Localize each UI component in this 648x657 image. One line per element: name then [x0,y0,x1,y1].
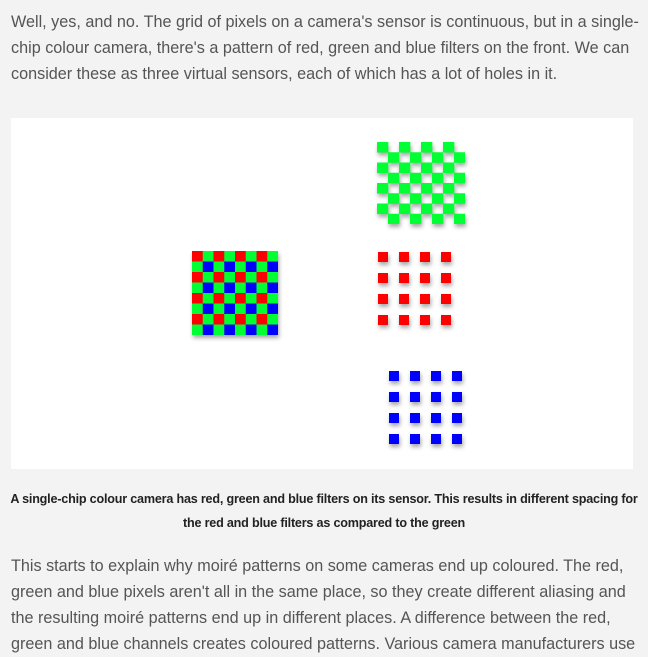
bayer-mosaic [192,251,278,335]
red-filter-cell [192,272,203,283]
green-filter-cell [454,193,465,204]
red-filter-cell [214,293,225,304]
green-filter-cell [214,283,225,294]
blue-filter-cell [452,413,462,423]
green-filter-cell [454,173,465,184]
intro-paragraph: Well, yes, and no. The grid of pixels on a camera's sensor is continuous, but in a single-chip colour camera, there's a pattern of red, green and blue filters on the front. We can consider these as three virtual sensors, each of which has a lot of holes in it. [11,13,639,83]
blue-filter-cell [389,392,399,402]
green-filter-cell [432,193,443,204]
blue-filter-grid [389,371,465,445]
green-filter-cell [377,142,388,153]
blue-filter-cell [224,304,235,315]
figure-caption [0,487,648,535]
green-filter-cell [399,204,410,215]
green-filter-cell [246,314,257,325]
red-filter-cell [420,294,430,304]
red-filter-cell [257,272,268,283]
green-filter-cell [224,293,235,304]
blue-filter-cell [431,392,441,402]
blue-filter-cell [452,434,462,444]
red-filter-cell [257,314,268,325]
blue-filter-cell [431,371,441,381]
red-dot-array [378,252,454,326]
green-filter-cell [257,304,268,315]
green-filter-cell [214,325,225,336]
green-filter-cell [377,204,388,215]
blue-filter-cell [203,262,214,273]
blue-filter-cell [224,262,235,273]
green-filter-cell [443,204,454,215]
green-filter-cell [267,272,278,283]
red-filter-cell [441,294,451,304]
red-filter-cell [420,273,430,283]
blue-filter-cell [246,325,257,336]
green-filter-cell [432,173,443,184]
blue-filter-cell [246,304,257,315]
red-filter-cell [214,272,225,283]
green-filter-cell [421,204,432,215]
green-filter-cell [235,262,246,273]
green-filter-cell [388,193,399,204]
blue-filter-cell [410,413,420,423]
red-filter-cell [192,314,203,325]
blue-filter-cell [389,371,399,381]
red-filter-cell [235,293,246,304]
red-filter-cell [214,314,225,325]
blue-filter-cell [246,283,257,294]
green-filter-cell [235,283,246,294]
blue-filter-cell [203,304,214,315]
red-filter-cell [192,251,203,262]
blue-filter-cell [389,413,399,423]
blue-filter-cell [452,371,462,381]
combined-bayer-grid [192,251,278,335]
green-filter-cell [257,262,268,273]
red-filter-cell [378,315,388,325]
green-filter-cell [214,262,225,273]
red-filter-cell [399,294,409,304]
green-filter-cell [421,163,432,174]
green-filter-cell [246,272,257,283]
green-filter-cell [246,293,257,304]
green-filter-cell [454,214,465,224]
caption-line-1: A single-chip colour camera has red, green and blue filters on its sensor. This results in different spacing for [10,492,638,506]
blue-filter-cell [267,304,278,315]
green-filter-cell [192,304,203,315]
green-filter-cell [399,142,410,153]
blue-filter-cell [389,434,399,444]
red-filter-cell [235,251,246,262]
green-filter-cell [432,214,443,224]
green-filter-cell [443,142,454,153]
blue-filter-cell [246,262,257,273]
blue-filter-cell [267,325,278,336]
red-filter-cell [378,252,388,262]
green-filter-cell [192,283,203,294]
blue-filter-cell [203,325,214,336]
green-filter-cell [224,272,235,283]
green-filter-cell [203,293,214,304]
green-filter-grid [377,142,465,224]
blue-filter-cell [431,413,441,423]
blue-filter-cell [410,434,420,444]
green-filter-cell [257,283,268,294]
red-filter-cell [441,252,451,262]
green-filter-cell [192,325,203,336]
green-filter-cell [267,314,278,325]
red-filter-cell [441,273,451,283]
green-filter-cell [203,272,214,283]
green-filter-cell [388,214,399,224]
blue-filter-cell [224,283,235,294]
green-filter-cell [388,152,399,163]
green-filter-cell [235,304,246,315]
red-filter-cell [420,315,430,325]
red-filter-cell [399,273,409,283]
green-filter-cell [267,293,278,304]
green-filter-cell [377,183,388,194]
green-filter-cell [246,251,257,262]
red-filter-cell [378,273,388,283]
green-checkerboard [377,142,465,224]
blue-filter-cell [431,434,441,444]
green-filter-cell [421,142,432,153]
bayer-filter-figure [11,118,633,469]
green-filter-cell [432,152,443,163]
green-filter-cell [410,152,421,163]
green-filter-cell [192,262,203,273]
blue-filter-cell [410,371,420,381]
blue-filter-cell [452,392,462,402]
green-filter-cell [399,163,410,174]
caption-line-2: the red and blue filters as compared to the green [182,516,466,530]
red-filter-cell [235,272,246,283]
green-filter-cell [214,304,225,315]
red-filter-cell [257,293,268,304]
green-filter-cell [267,251,278,262]
red-filter-cell [378,294,388,304]
blue-dot-array [389,371,465,445]
green-filter-cell [410,214,421,224]
green-filter-cell [235,325,246,336]
green-filter-cell [421,183,432,194]
blue-filter-cell [267,283,278,294]
red-filter-cell [399,315,409,325]
red-filter-cell [192,293,203,304]
green-filter-cell [410,173,421,184]
red-filter-cell [441,315,451,325]
red-filter-cell [257,251,268,262]
green-filter-cell [203,251,214,262]
body-paragraph: This starts to explain why moiré patterns on some cameras end up coloured. The red, green and blue pixels aren't all in the same place, so they create different aliasing and the resulting moiré patterns end up in different places. A difference between the red, green and blue channels creates coloured patterns. Various camera manufacturers use [11,557,636,653]
green-filter-cell [443,183,454,194]
green-filter-cell [377,163,388,174]
red-filter-cell [214,251,225,262]
blue-filter-cell [224,325,235,336]
red-filter-grid [378,252,454,326]
red-filter-cell [235,314,246,325]
red-filter-cell [420,252,430,262]
green-filter-cell [399,183,410,194]
green-filter-cell [224,251,235,262]
green-filter-cell [454,152,465,163]
red-filter-cell [399,252,409,262]
green-filter-cell [443,163,454,174]
green-filter-cell [410,193,421,204]
green-filter-cell [224,314,235,325]
green-filter-cell [388,173,399,184]
blue-filter-cell [203,283,214,294]
green-filter-cell [203,314,214,325]
green-filter-cell [257,325,268,336]
blue-filter-cell [410,392,420,402]
blue-filter-cell [267,262,278,273]
